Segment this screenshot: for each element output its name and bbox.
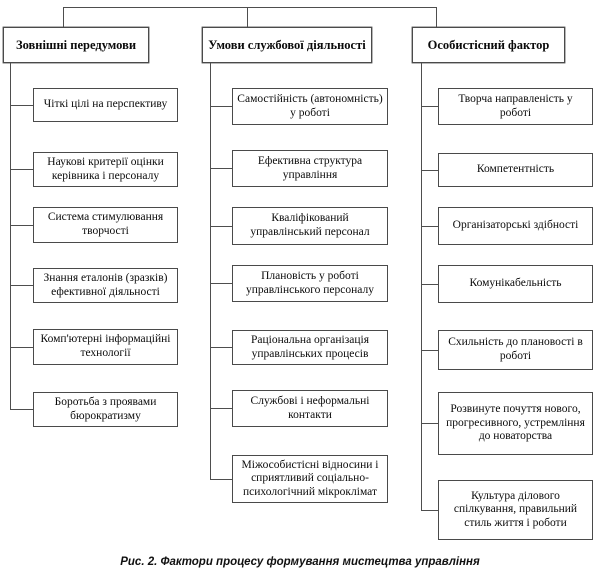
factor-box-qualified-personnel: Кваліфікований управлінський персонал — [232, 207, 388, 245]
column1-stub-6 — [10, 409, 33, 410]
column2-stub-7 — [210, 479, 232, 480]
column3-stub-3 — [421, 226, 438, 227]
column2-stub-4 — [210, 283, 232, 284]
column2-stub-3 — [210, 226, 232, 227]
factor-box-creative-orientation: Творча направленість у роботі — [438, 88, 593, 125]
factor-box-communicability: Комунікабельність — [438, 265, 593, 303]
column1-stub-2 — [10, 169, 33, 170]
column3-header: Особистісний фактор — [412, 27, 565, 63]
factor-box-official-informal-contacts: Службові і неформальні контакти — [232, 390, 388, 427]
factor-box-interpersonal-relations: Міжособистісні відносини і сприятливий соціально-психологічний мікроклімат — [232, 455, 388, 503]
column2-header: Умови службової діяльності — [202, 27, 372, 63]
column1-stub-5 — [10, 347, 33, 348]
column2-stub-5 — [210, 347, 232, 348]
column3-stub-4 — [421, 284, 438, 285]
column2-stub-1 — [210, 106, 232, 107]
connector-drop-column3 — [436, 7, 437, 27]
column3-spine — [421, 63, 422, 510]
factor-box-planned-work: Плановість у роботі управлінського персоналу — [232, 265, 388, 302]
factor-box-rational-organization: Раціональна організація управлінських процесів — [232, 330, 388, 365]
factor-box-planning-inclination: Схильність до плановості в роботі — [438, 330, 593, 370]
factor-box-business-culture: Культура ділового спілкування, правильний стиль життя і роботи — [438, 480, 593, 540]
connector-drop-column1 — [63, 7, 64, 27]
column3-stub-7 — [421, 510, 438, 511]
factor-box-scientific-criteria: Наукові критерії оцінки керівника і персоналу — [33, 152, 178, 187]
connector-top-horizontal — [63, 7, 437, 8]
factor-box-knowledge-standards: Знання еталонів (зразків) ефективної діяльності — [33, 268, 178, 303]
column2-stub-2 — [210, 168, 232, 169]
factor-box-computer-technologies: Комп'ютерні інформаційні технології — [33, 329, 178, 365]
column3-stub-6 — [421, 423, 438, 424]
factor-box-fight-bureaucracy: Боротьба з проявами бюрократизму — [33, 392, 178, 427]
column1-stub-3 — [10, 225, 33, 226]
factor-box-autonomy: Самостійність (автономність) у роботі — [232, 88, 388, 125]
column1-stub-4 — [10, 285, 33, 286]
column3-stub-5 — [421, 350, 438, 351]
factor-box-effective-structure: Ефективна структура управління — [232, 150, 388, 187]
column2-spine — [210, 63, 211, 479]
figure-caption: Рис. 2. Фактори процесу формування мистецтва управління — [120, 556, 480, 568]
factor-box-clear-goals: Чіткі цілі на перспективу — [33, 88, 178, 122]
factor-box-sense-of-new: Розвинуте почуття нового, прогресивного, устремління до новаторства — [438, 392, 593, 455]
factor-box-organizational-abilities: Організаторські здібності — [438, 207, 593, 245]
column3-stub-1 — [421, 106, 438, 107]
connector-drop-column2 — [247, 7, 248, 27]
factor-box-competence: Компетентність — [438, 153, 593, 187]
column1-spine — [10, 63, 11, 409]
column1-header: Зовнішні передумови — [3, 27, 149, 63]
factor-box-stimulation-system: Система стимулювання творчості — [33, 207, 178, 243]
column2-stub-6 — [210, 408, 232, 409]
column1-stub-1 — [10, 105, 33, 106]
column3-stub-2 — [421, 170, 438, 171]
